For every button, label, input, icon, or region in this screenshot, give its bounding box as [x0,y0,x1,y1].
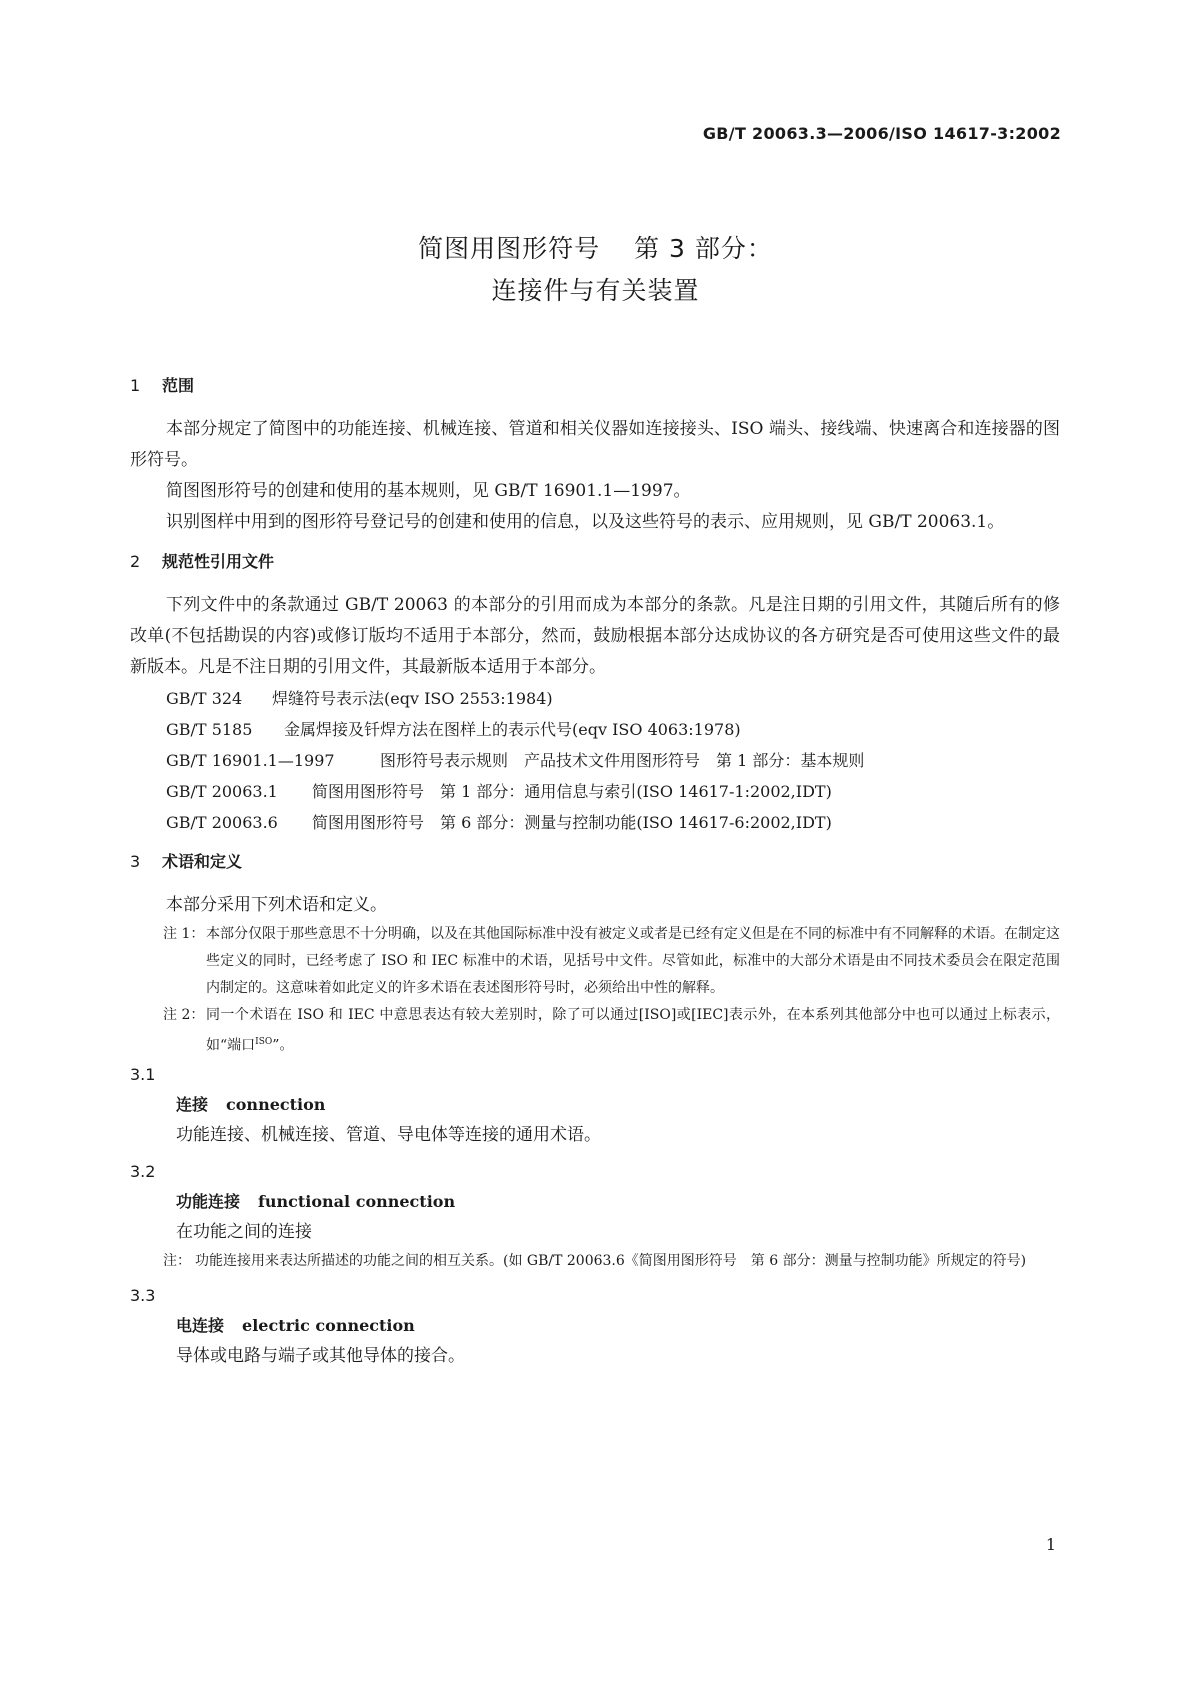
superscript: ISO [255,1037,273,1047]
reference-text: 焊缝符号表示法(eqv ISO 2553:1984) [272,689,553,708]
note-1 [163,921,1060,1002]
reference-text: 金属焊接及钎焊方法在图样上的表示代号(eqv ISO 4063:1978) [284,720,741,739]
note-label: 注 1： [163,926,205,942]
reference-text: 简图用图形符号 第 1 部分：通用信息与索引(ISO 14617-1:2002,IDT) [312,782,832,801]
subsection-number: 3.2 [130,1161,156,1181]
note-text: 同一个术语在 ISO 和 IEC 中意思表达有较大差别时，除了可以通过[ISO]或[IEC]表示外，在本系列其他部分中也可以通过上标表示，如“端口 [206,1007,1060,1054]
title-line-2: 连接件与有关装置 [491,276,700,305]
term-entry [130,1187,1060,1217]
section-heading-terms [130,848,1060,876]
section-title: 规范性引用文件 [162,552,275,571]
subsection-number: 3.1 [130,1064,156,1084]
reference-code: GB/T 324 [166,689,243,708]
reference-item [130,807,1060,838]
reference-text: 简图用图形符号 第 6 部分：测量与控制功能(ISO 14617-6:2002,IDT) [312,813,832,832]
term-english: connection [226,1094,326,1114]
note-label: 注 2： [163,1007,205,1023]
reference-item [130,745,1060,776]
title-line-1 [0,228,1191,270]
section-number: 3 [130,852,141,871]
note-label: 注： [163,1252,191,1269]
term-chinese: 连接 [176,1094,209,1114]
paragraph: 本部分规定了简图中的功能连接、机械连接、管道和相关仪器如连接接头、ISO 端头、接线端、快速离合和连接器的图形符号。 [130,419,1060,470]
subsection-number: 3.3 [130,1285,156,1305]
reference-code: GB/T 20063.1 [166,782,278,801]
section-number: 1 [130,376,141,395]
reference-item [130,714,1060,745]
note-text: 功能连接用来表达所描述的功能之间的相互关系。(如 GB/T 20063.6《简图用图形符号 第 6 部分：测量与控制功能》所规定的符号) [195,1252,1027,1269]
note-text-end: ”。 [272,1037,294,1054]
term-chinese: 电连接 [176,1315,225,1335]
term-definition: 导体或电路与端子或其他导体的接合。 [176,1345,465,1366]
reference-code: GB/T 20063.6 [166,813,278,832]
standard-number-header: GB/T 20063.3—2006/ISO 14617-3:2002 [702,124,1061,143]
term-note [163,1248,1060,1275]
paragraph: 简图图形符号的创建和使用的基本规则，见 GB/T 16901.1—1997。 [166,481,691,501]
document-body [130,372,1060,1372]
term-english: functional connection [258,1191,456,1211]
page-number: 1 [1045,1535,1056,1554]
reference-code: GB/T 16901.1—1997 [166,751,335,770]
section-heading-scope [130,372,1060,400]
reference-text: 图形符号表示规则 产品技术文件用图形符号 第 1 部分：基本规则 [380,751,865,770]
section-title: 范围 [162,376,195,395]
term-chinese: 功能连接 [176,1191,241,1211]
section-heading-normative-references [130,548,1060,576]
note-2 [163,1002,1060,1060]
document-title [0,228,1191,312]
term-entry [130,1090,1060,1120]
note-text: 本部分仅限于那些意思不十分明确，以及在其他国际标准中没有被定义或者是已经有定义但是在不同的标准中有不同解释的术语。在制定这些定义的同时，已经考虑了 ISO 和 IEC 标准中的术语，见括号中文件。尽管如此，标准中的大部分术语是由不同技术委员会在限定范围内制定的。这意味着如此定义的许多术语在表述图形符号时，必须给出中性的解释。 [206,926,1060,996]
title-main: 简图用图形符号 [418,234,601,263]
term-definition: 功能连接、机械连接、管道、导电体等连接的通用术语。 [176,1124,601,1145]
paragraph: 本部分采用下列术语和定义。 [166,895,387,915]
title-part: 第 3 部分： [634,234,773,263]
term-english: electric connection [242,1315,415,1335]
paragraph: 下列文件中的条款通过 GB/T 20063 的本部分的引用而成为本部分的条款。凡是注日期的引用文件，其随后所有的修改单(不包括勘误的内容)或修订版均不适用于本部分，然而，鼓励根据本部分达成协议的各方研究是否可使用这些文件的最新版本。凡是不注日期的引用文件，其最新版本适用于本部分。 [130,595,1060,677]
term-definition: 在功能之间的连接 [176,1221,312,1242]
reference-code: GB/T 5185 [166,720,253,739]
section-number: 2 [130,552,141,571]
reference-item [130,776,1060,807]
reference-item [130,683,1060,714]
paragraph: 识别图样中用到的图形符号登记号的创建和使用的信息，以及这些符号的表示、应用规则，见 GB/T 20063.1。 [166,512,1005,532]
section-title: 术语和定义 [162,852,243,871]
term-entry [130,1311,1060,1341]
